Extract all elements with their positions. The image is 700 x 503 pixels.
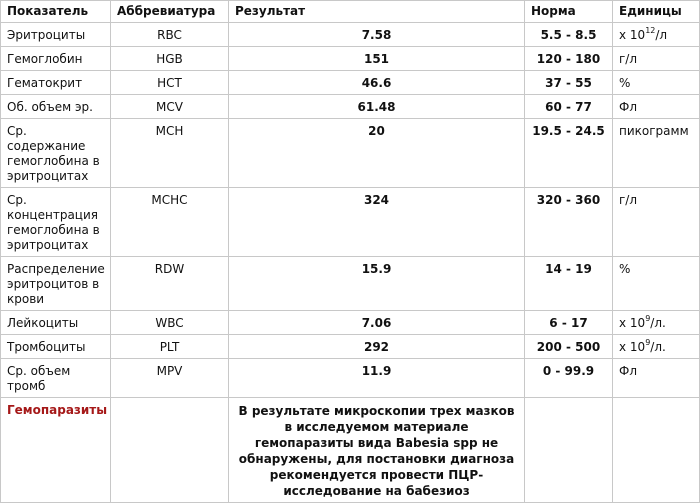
table-row	[1, 188, 700, 257]
indicator-abbreviation: RDW	[111, 257, 229, 311]
hemoparasites-result: В результате микроскопии трех мазков в исследуемом материале гемопаразиты вида Babesia spp не обнаружены, для постановки диагноза рекомендуется провести ПЦР-исследование на бабезиоз	[229, 398, 525, 503]
indicator-unit	[613, 119, 700, 188]
hemoparasites-row	[1, 398, 700, 503]
indicator-name: Ср. концентрация гемоглобина в эритроцитах	[1, 188, 111, 257]
indicator-abbreviation: MCHC	[111, 188, 229, 257]
indicator-result: 11.9	[229, 359, 525, 398]
header-units: Единицы	[613, 1, 700, 23]
indicator-name: Ср. содержание гемоглобина в эритроцитах	[1, 119, 111, 188]
indicator-result: 20	[229, 119, 525, 188]
hemoparasites-unit-cell	[613, 398, 700, 503]
unit-text: x 10	[619, 28, 646, 42]
indicator-name: Ср. объем тромб	[1, 359, 111, 398]
indicator-name: Лейкоциты	[1, 311, 111, 335]
indicator-norm: 5.5 - 8.5	[525, 23, 613, 47]
indicator-norm: 6 - 17	[525, 311, 613, 335]
indicator-unit	[613, 335, 700, 359]
indicator-abbreviation: RBC	[111, 23, 229, 47]
unit-suffix: /л.	[650, 340, 666, 354]
indicator-abbreviation: HCT	[111, 71, 229, 95]
indicator-norm: 120 - 180	[525, 47, 613, 71]
unit-text: г/л	[619, 193, 638, 207]
indicator-result: 46.6	[229, 71, 525, 95]
table-row	[1, 23, 700, 47]
unit-text: x 10	[619, 316, 646, 330]
indicator-abbreviation: HGB	[111, 47, 229, 71]
unit-text: пикограмм	[619, 124, 689, 138]
indicator-unit	[613, 71, 700, 95]
indicator-norm: 0 - 99.9	[525, 359, 613, 398]
indicator-abbreviation: MPV	[111, 359, 229, 398]
indicator-result: 324	[229, 188, 525, 257]
indicator-unit	[613, 188, 700, 257]
unit-text: x 10	[619, 340, 646, 354]
indicator-unit	[613, 311, 700, 335]
unit-text: %	[619, 76, 631, 90]
unit-exponent: 9	[645, 338, 651, 347]
indicator-norm: 320 - 360	[525, 188, 613, 257]
header-result: Результат	[229, 1, 525, 23]
indicator-name: Тромбоциты	[1, 335, 111, 359]
indicator-abbreviation: WBC	[111, 311, 229, 335]
indicator-result: 61.48	[229, 95, 525, 119]
hemoparasites-label: Гемопаразиты	[1, 398, 111, 503]
indicator-result: 7.58	[229, 23, 525, 47]
table-row	[1, 257, 700, 311]
table-row	[1, 359, 700, 398]
indicator-name: Гематокрит	[1, 71, 111, 95]
indicator-unit	[613, 95, 700, 119]
header-name: Показатель	[1, 1, 111, 23]
table-row	[1, 119, 700, 188]
unit-suffix: /л.	[650, 316, 666, 330]
header-abbreviation: Аббревиатура	[111, 1, 229, 23]
table-header-row	[1, 1, 700, 23]
table-body	[1, 23, 700, 503]
header-norm: Норма	[525, 1, 613, 23]
indicator-abbreviation: MCH	[111, 119, 229, 188]
table-row	[1, 47, 700, 71]
indicator-abbreviation: MCV	[111, 95, 229, 119]
unit-exponent: 9	[645, 314, 651, 323]
indicator-unit	[613, 359, 700, 398]
indicator-name: Эритроциты	[1, 23, 111, 47]
hemoparasites-norm-cell	[525, 398, 613, 503]
indicator-unit	[613, 257, 700, 311]
indicator-norm: 37 - 55	[525, 71, 613, 95]
unit-text: Фл	[619, 364, 637, 378]
indicator-unit	[613, 47, 700, 71]
indicator-abbreviation: PLT	[111, 335, 229, 359]
indicator-name: Распределение эритроцитов в крови	[1, 257, 111, 311]
hemoparasites-abbr-cell	[111, 398, 229, 503]
indicator-norm: 200 - 500	[525, 335, 613, 359]
table-row	[1, 335, 700, 359]
table-row	[1, 311, 700, 335]
indicator-unit	[613, 23, 700, 47]
unit-exponent: 12	[645, 26, 656, 35]
indicator-result: 7.06	[229, 311, 525, 335]
indicator-name: Гемоглобин	[1, 47, 111, 71]
table-row	[1, 95, 700, 119]
indicator-result: 292	[229, 335, 525, 359]
unit-suffix: /л	[655, 28, 668, 42]
unit-text: %	[619, 262, 631, 276]
unit-text: г/л	[619, 52, 638, 66]
indicator-norm: 19.5 - 24.5	[525, 119, 613, 188]
indicator-result: 15.9	[229, 257, 525, 311]
indicator-norm: 14 - 19	[525, 257, 613, 311]
table-row	[1, 71, 700, 95]
unit-text: Фл	[619, 100, 637, 114]
indicator-name: Об. объем эр.	[1, 95, 111, 119]
indicator-result: 151	[229, 47, 525, 71]
indicator-norm: 60 - 77	[525, 95, 613, 119]
